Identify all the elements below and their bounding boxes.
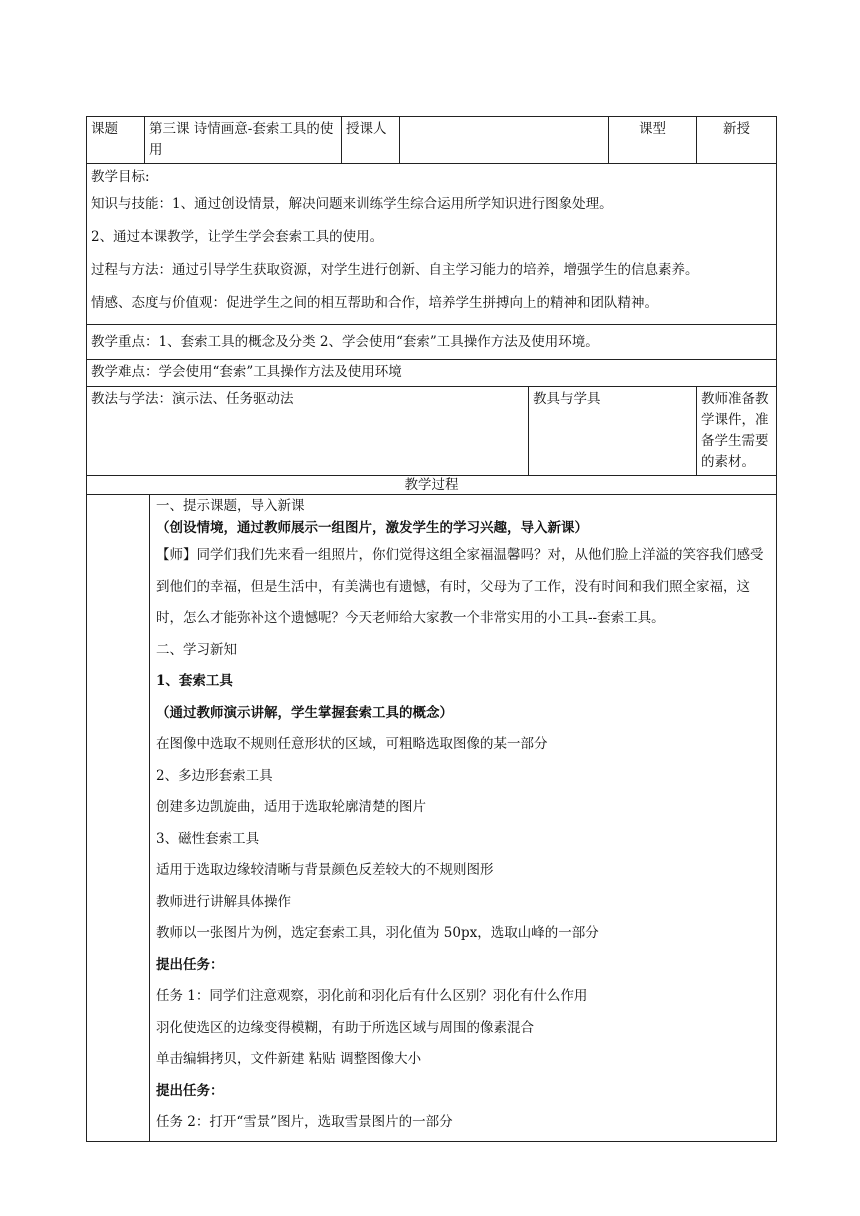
process-line: 二、学习新知 bbox=[156, 641, 237, 658]
teacher-label: 授课人 bbox=[342, 117, 400, 164]
topic-label: 课题 bbox=[87, 117, 145, 164]
objective-line: 知识与技能：1、通过创设情景，解决问题来训练学生综合运用所学知识进行图象处理。 bbox=[91, 196, 613, 212]
type-value: 新授 bbox=[697, 117, 777, 164]
teacher-value bbox=[400, 117, 609, 164]
topic-value: 第三课 诗情画意-套索工具的使用 bbox=[145, 117, 342, 164]
process-line: 单击编辑拷贝，文件新建 粘贴 调整图像大小 bbox=[156, 1051, 422, 1067]
key-points-row bbox=[87, 325, 777, 360]
process-line: 提出任务： bbox=[156, 956, 224, 973]
process-line: 2、多边形套索工具 bbox=[156, 767, 273, 784]
lesson-plan-table bbox=[86, 116, 777, 1142]
objectives-heading: 教学目标: bbox=[91, 169, 150, 185]
tools-label: 教具与学具 bbox=[529, 387, 697, 476]
process-content bbox=[150, 495, 777, 1142]
process-line: 提出任务： bbox=[156, 1082, 224, 1099]
difficulties: 教学难点：学会使用“套索”工具操作方法及使用环境 bbox=[87, 360, 777, 387]
tools-value: 教师准备教学课件，准备学生需要的素材。 bbox=[697, 387, 777, 476]
objective-line: 2、通过本课教学，让学生学会套索工具的使用。 bbox=[91, 229, 384, 245]
process-line: 1、套索工具 bbox=[156, 673, 233, 689]
header-row bbox=[87, 117, 777, 164]
type-label: 课型 bbox=[609, 117, 697, 164]
lesson-plan-page bbox=[86, 116, 776, 1142]
process-line: 创建多边凯旋曲，适用于选取轮廓清楚的图片 bbox=[156, 799, 426, 815]
process-line: （创设情境，通过教师展示一组图片，激发学生的学习兴趣，导入新课） bbox=[156, 520, 588, 536]
process-margin-cell bbox=[87, 495, 145, 1142]
process-line: 【师】同学们我们先来看一组照片，你们觉得这组全家福温馨吗？对，从他们脸上洋溢的笑容我们感受到他们的幸福，但是生活中，有美满也有遗憾，有时，父母为了工作，没有时间和我们照全家福，这时，怎么才能弥补这个遗憾呢？今天老师给大家教一个非常实用的小工具--套索工具。 bbox=[156, 547, 764, 626]
process-line: 适用于选取边缘较清晰与背景颜色反差较大的不规则图形 bbox=[156, 862, 494, 878]
process-line: 羽化使选区的边缘变得模糊，有助于所选区域与周围的像素混合 bbox=[156, 1019, 534, 1036]
process-line: 任务 2：打开“雪景”图片，选取雪景图片的一部分 bbox=[156, 1114, 453, 1130]
process-line: （通过教师演示讲解，学生掌握套索工具的概念） bbox=[156, 704, 453, 721]
difficulties-row bbox=[87, 360, 777, 387]
objectives-cell bbox=[87, 164, 777, 325]
process-line: 3、磁性套索工具 bbox=[156, 830, 260, 847]
methods-row bbox=[87, 387, 777, 476]
process-line: 教师进行讲解具体操作 bbox=[156, 893, 291, 910]
process-row bbox=[87, 495, 777, 1142]
key-points: 教学重点：1、套索工具的概念及分类 2、学会使用“套索”工具操作方法及使用环境。 bbox=[87, 325, 777, 360]
process-line: 一、提示课题，导入新课 bbox=[156, 498, 305, 514]
process-line: 在图像中选取不规则任意形状的区域，可粗略选取图像的某一部分 bbox=[156, 736, 548, 752]
objective-line: 过程与方法：通过引导学生获取资源，对学生进行创新、自主学习能力的培养，增强学生的信息素养。 bbox=[91, 262, 699, 278]
process-title: 教学过程 bbox=[87, 476, 777, 495]
process-line: 教师以一张图片为例，选定套索工具，羽化值为 50px，选取山峰的一部分 bbox=[156, 925, 599, 941]
process-title-row bbox=[87, 476, 777, 495]
process-line: 任务 1：同学们注意观察，羽化前和羽化后有什么区别？羽化有什么作用 bbox=[156, 988, 588, 1004]
methods-value: 教法与学法：演示法、任务驱动法 bbox=[87, 387, 529, 476]
objectives-row bbox=[87, 164, 777, 325]
objective-line: 情感、态度与价值观：促进学生之间的相互帮助和合作，培养学生拼搏向上的精神和团队精神。 bbox=[91, 295, 658, 311]
